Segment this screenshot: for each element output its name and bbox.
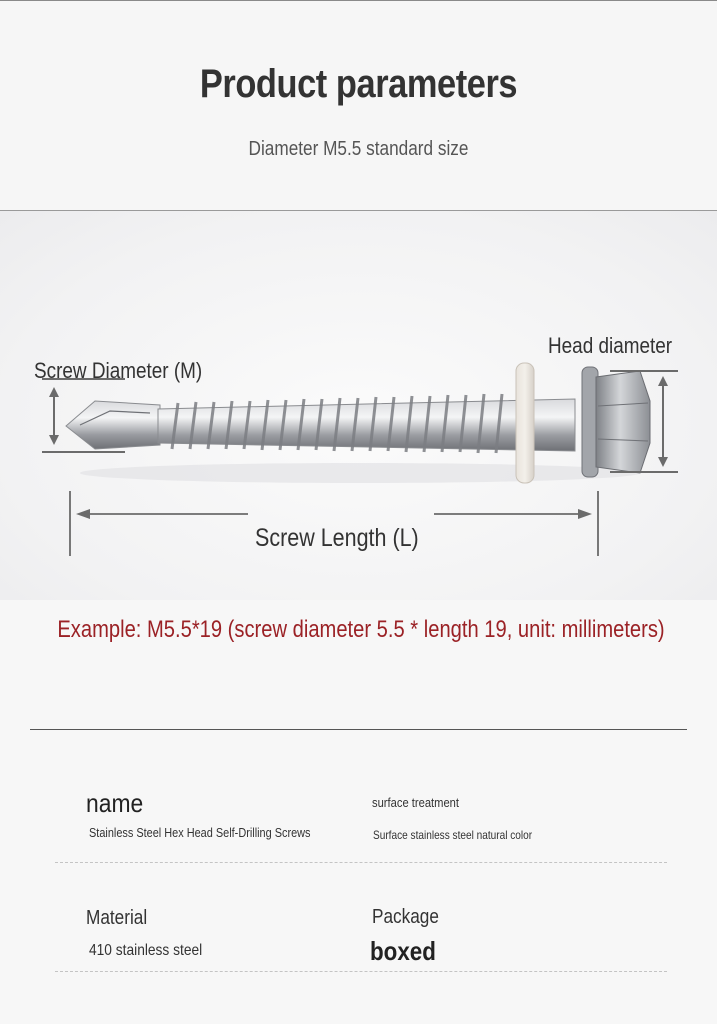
specs-divider bbox=[30, 729, 687, 730]
surface-treatment-value: Surface stainless steel natural color bbox=[373, 828, 533, 842]
material-value: 410 stainless steel bbox=[89, 942, 203, 959]
screw-diameter-label: Screw Diameter (M) bbox=[34, 358, 203, 383]
row-divider bbox=[55, 971, 667, 972]
page-subtitle: Diameter M5.5 standard size bbox=[248, 138, 469, 160]
material-label: Material bbox=[86, 907, 148, 929]
screw-length-label: Screw Length (L) bbox=[255, 524, 419, 552]
header-section bbox=[0, 0, 717, 211]
package-label: Package bbox=[372, 906, 439, 928]
page-title: Product parameters bbox=[199, 62, 518, 106]
head-diameter-label: Head diameter bbox=[548, 333, 673, 358]
row-divider bbox=[55, 862, 667, 863]
example-caption: Example: M5.5*19 (screw diameter 5.5 * length 19, unit: millimeters) bbox=[57, 616, 665, 643]
name-label: name bbox=[86, 788, 144, 818]
surface-treatment-label: surface treatment bbox=[372, 795, 459, 810]
product-diagram bbox=[0, 211, 717, 600]
name-value: Stainless Steel Hex Head Self-Drilling Screws bbox=[89, 825, 311, 840]
package-value: boxed bbox=[370, 936, 436, 966]
top-divider bbox=[0, 0, 717, 1]
